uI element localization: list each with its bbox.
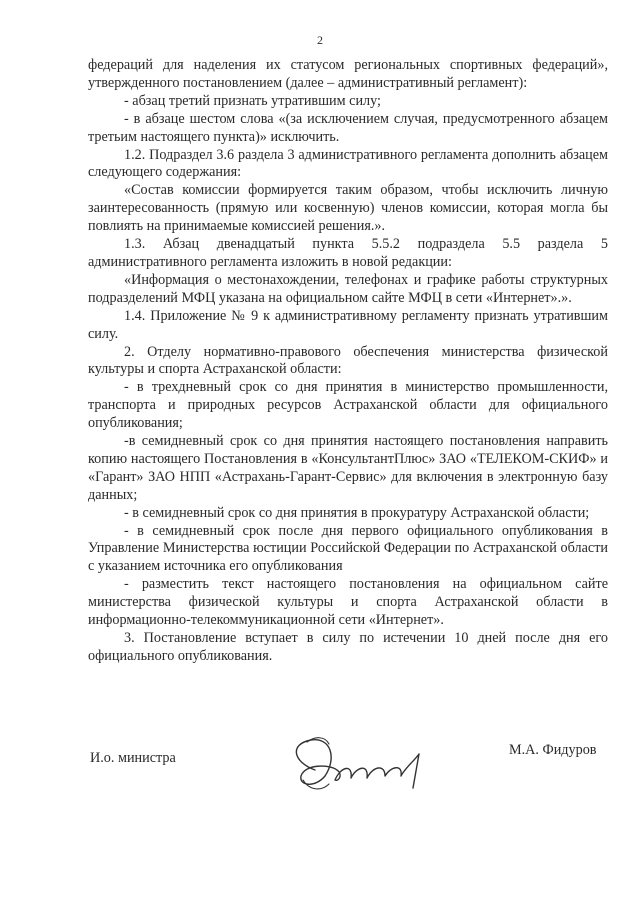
paragraph-item: - в абзаце шестом слова «(за исключением случая, предусмотренного абзацем третьим настоящего пункта)» исключить. xyxy=(88,110,608,145)
paragraph-item: 3. Постановление вступает в силу по истечении 10 дней после дня его официального опубликования. xyxy=(88,630,608,664)
paragraph-quote: «Состав комиссии формируется таким образом, чтобы исключить личную заинтересованность (прямую или косвенную) членов комиссии, которая могла бы повлиять на принимаемые комиссией решения.». xyxy=(88,182,608,235)
handwritten-signature xyxy=(285,730,445,800)
paragraph-item: - в трехдневный срок со дня принятия в министерство промышленности, транспорта и природных ресурсов Астраханской области для официального опубликования; xyxy=(88,379,608,432)
page-number: 2 xyxy=(317,33,323,47)
signature-block xyxy=(0,730,640,800)
paragraph-item: - в семидневный срок со дня принятия в прокуратуру Астраханской области; xyxy=(124,504,590,521)
paragraph-quote: «Информация о местонахождении, телефонах и графике работы структурных подразделений МФЦ указана на официальном сайте МФЦ в сети «Интернет».». xyxy=(88,271,608,306)
paragraph-intro: федераций для наделения их статусом региональных спортивных федераций», утвержденного постановлением (далее – административный регламент): xyxy=(88,57,608,91)
signer-title: И.о. министра xyxy=(90,750,176,766)
paragraph-item: 1.3. Абзац двенадцатый пункта 5.5.2 подраздела 5.5 раздела 5 административного регламента изложить в новой редакции: xyxy=(88,236,608,270)
paragraph-item: 1.4. Приложение № 9 к административному регламенту признать утратившим силу. xyxy=(88,307,608,342)
paragraph-item: 1.2. Подраздел 3.6 раздела 3 административного регламента дополнить абзацем следующего содержания: xyxy=(88,146,608,181)
document-body xyxy=(88,57,608,666)
paragraph-item: 2. Отделу нормативно-правового обеспечения министерства физической культуры и спорта Астраханской области: xyxy=(88,343,608,378)
signer-name: М.А. Фидуров xyxy=(509,742,597,758)
paragraph-item: - абзац третий признать утратившим силу; xyxy=(124,92,381,109)
paragraph-item: -в семидневный срок со дня принятия настоящего постановления направить копию настоящего Постановления в «КонсультантПлюс» ЗАО «ТЕЛЕКОМ-СКИФ» и «Гарант» ЗАО НПП «Астрахань-Гарант-Сервис» для включения в электронную базу данных; xyxy=(88,433,608,503)
paragraph-item: - в семидневный срок после дня первого официального опубликования в Управление Министерства юстиции Российской Федерации по Астраханской области с указанием источника его опубликования xyxy=(88,522,608,575)
paragraph-item: - разместить текст настоящего постановления на официальном сайте министерства физической культуры и спорта Астраханской области в информационно-телекоммуникационной сети «Интернет». xyxy=(88,576,608,629)
